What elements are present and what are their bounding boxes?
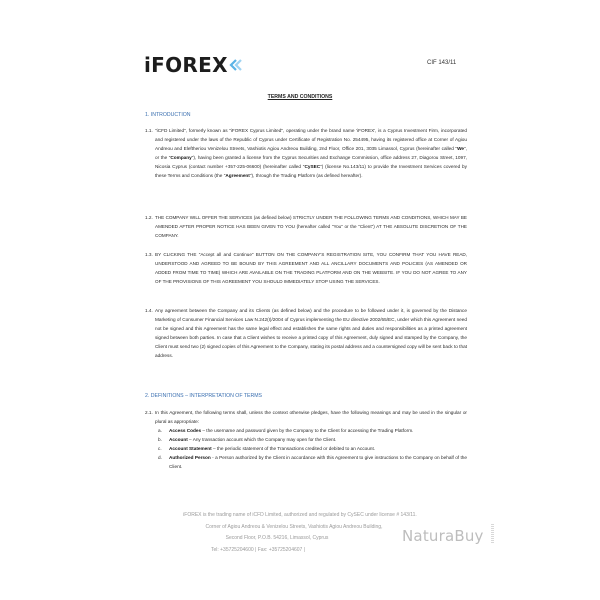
definition-term: Account [169, 436, 188, 442]
definition-account-statement: c. Account Statement – the periodic statement of the Transactions credited or debited to an Account. [158, 445, 376, 451]
paragraph-body: Any agreement between the Company and its Clients (as defined below) and the procedure to be followed under it, is governed by the Distance Marketing of Consumer Financial Services Law N.242(I)/2004 of Cyprus implementing the EU directive 2002/65/EC, under which this Agreement need not be signed and this Agreement has the same legal effect and establishes the same rights and duties and responsibilities as a printed agreement signed between both parties. In case that a Client wishes to receive a printed copy of this Agreement, duly signed and stamped by the Company, the Client must send two (2) signed copies of this Agreement to the Company, stating its postal address and a countersigned copy will be sent back to that address. [155, 308, 467, 358]
cif-license-label: CIF 143/11 [427, 60, 457, 66]
definition-term: Account Statement [169, 445, 212, 451]
footer-line: Second Floor, P.O.B. 54216, Limassol, Cyprus [225, 535, 329, 541]
paragraph-number: 1.2. [145, 215, 153, 220]
paragraph-1-2 [145, 214, 467, 241]
paragraph-1-3 [145, 251, 467, 287]
document-footer [0, 510, 600, 556]
paragraph-body: BY CLICKING THE "Accept all and Continue" BUTTON ON THE COMPANY'S REGISTRATION SITE, YOU CONFIRM THAT YOU HAVE READ, UNDERSTOOD AND AGREED TO BE BOUND BY THIS AGREEMENT AND ALL ANCILLARY DOCUMENTS AND POLICIES (AS AMENDED OR ADDED FROM TIME TO TIME) WHICH ARE AVAILABLE ON THE TRADING PLATFORM AND ON THE WEBSITE. IF YOU DO NOT AGREE TO ANY OF THE PROVISIONS OF THIS AGREEMENT YOU SHOULD IMMEDIATELY STOP USING THE SERVICES. [155, 252, 467, 284]
definitions-list [155, 427, 467, 472]
watermark-side-strip [491, 524, 494, 544]
logo-text: iFOREX [144, 53, 228, 77]
paragraph-body: In this Agreement, the following terms shall, unless the context otherwise pledges, have the following meanings and may be used in the singular or plural as appropriate: [155, 410, 467, 424]
section-heading-introduction: 1. INTRODUCTION [145, 112, 191, 118]
paragraph-number: 1.1. [145, 128, 153, 133]
double-chevron-left-icon [229, 58, 243, 72]
paragraph-number: 2.1. [145, 410, 153, 415]
paragraph-2-1 [145, 409, 467, 427]
definition-account: b. Account – Any transaction account which the Company may open for the Client. [158, 436, 337, 442]
paragraph-body: THE COMPANY WILL OFFER THE SERVICES (as defined below) STRICTLY UNDER THE FOLLOWING TERMS AND CONDITIONS, WHICH MAY BE AMENDED AFTER PROPER NOTICE HAS BEEN GIVEN TO YOU (hereafter called "You" or the "Client") AT THE ABSOLUTE DISCRETION OF THE COMPANY. [155, 215, 467, 238]
definition-term: Access Codes [169, 428, 202, 433]
paragraph-1-4 [145, 307, 467, 360]
paragraph-1-1 [145, 127, 467, 180]
footer-line: iFOREX is the trading name of iCFD Limited, authorized and regulated by CySEC under license # 143/11. [183, 512, 417, 518]
document-title: TERMS AND CONDITIONS [267, 94, 333, 100]
paragraph-number: 1.3. [145, 252, 153, 257]
iforex-logo [144, 54, 243, 76]
section-heading-definitions: 2. DEFINITIONS – INTERPRETATION OF TERMS [145, 393, 263, 399]
definition-authorized-person: d. Authorized Person - a Person authorized by the Client in accordance with this Agreement to give instructions to the Company on behalf of the Client. [158, 454, 468, 469]
paragraph-number: 1.4. [145, 308, 153, 313]
footer-line: Tel: +35725204600 | Fax: +35725204607 | [210, 546, 306, 553]
footer-line: Corner of Agiou Andreou & Venizelou Streets, Vashiotis Agiou Andreou Building, [205, 523, 383, 530]
naturabuy-watermark: NaturaBuy [402, 527, 484, 545]
paragraph-body: "iCFD Limited", formerly known as "iFOREX Cyprus Limited", operating under the brand name 'iFOREX', is a Cyprus Investment Firm, incorporated and registered under the laws of the Republic of Cyprus under Certificate of Registration No. 254495, having its registered office at Corner of Agiou Andreou and Eleftheriou Venizelou Streets, Vashiotis Agiou Andreou Building, 2nd Floor, Office 201, 3035 Limassol, Cyprus (hereinafter called "We", or the "Company"), having been granted a license from the Cyprus Securities and Exchange Commission, office address 27, Diagorou Street, 1097, Nicosia Cyprus (contact number +357-225-06600) (hereinafter called "CySEC") (license No.143/11) to provide the Investment Services covered by these Terms and Conditions (the "Agreement"), through the Trading Platform (as defined hereafter). [155, 128, 468, 178]
definition-access-codes: a. Access Codes – the username and password given by the Company to the Client for accessing the Trading Platform. [158, 428, 414, 433]
definition-term: Authorized Person [169, 454, 211, 460]
